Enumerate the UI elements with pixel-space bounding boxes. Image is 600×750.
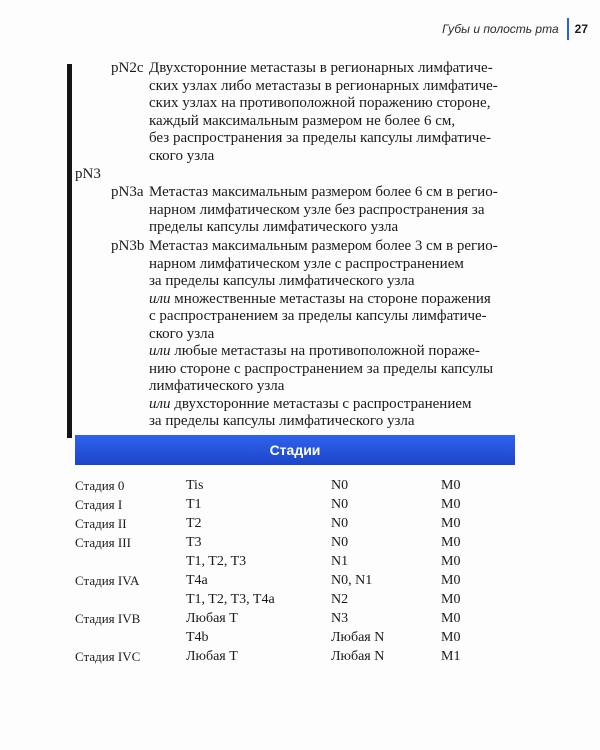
code-pN3b: pN3b	[111, 238, 145, 254]
description-pN3a	[149, 184, 519, 237]
stage-cell: Стадия IVB	[75, 611, 141, 626]
t-cell: T1, T2, T3	[186, 554, 247, 569]
table-row	[0, 516, 600, 535]
text-line: без распространения за пределы капсулы лимфатиче-	[149, 130, 491, 146]
stage-cell: Стадия III	[75, 535, 131, 550]
n-cell: N0	[331, 478, 349, 493]
description-pN3b	[149, 238, 519, 431]
text-line	[149, 291, 519, 309]
table-row	[0, 592, 600, 611]
t-cell: Любая T	[186, 649, 238, 664]
n-cell: N0	[331, 516, 349, 531]
table-row	[0, 649, 600, 668]
text-line: Метастаз максимальным размером более 6 см в регио-	[149, 184, 498, 200]
stage-cell: Стадия IVA	[75, 573, 140, 588]
table-row	[0, 573, 600, 592]
stage-cell: Стадия 0	[75, 478, 125, 493]
t-cell: Любая T	[186, 611, 238, 626]
n-cell: Любая N	[331, 649, 385, 664]
text-line: с распространением за пределы капсулы лимфатиче-	[149, 308, 487, 324]
text-line: лимфатического узла	[149, 378, 285, 394]
m-cell: M0	[441, 611, 461, 626]
stage-cell: Стадия IVC	[75, 649, 141, 664]
t-cell: T4a	[186, 573, 208, 588]
section-marker-bar	[67, 64, 72, 438]
text-line: нию стороне с распространением за пределы капсулы	[149, 360, 494, 377]
n-cell: N0, N1	[331, 573, 373, 588]
running-header	[442, 18, 600, 40]
or-word: или	[149, 290, 171, 307]
alt-text: множественные метастазы на стороне поражения	[170, 290, 491, 307]
description-pN2c	[149, 60, 519, 165]
text-line: ских узлах либо метастазы в регионарных лимфатиче-	[149, 77, 498, 94]
m-cell: M1	[441, 649, 461, 664]
text-line: каждый максимальным размером не более 6 см,	[149, 112, 456, 129]
text-line: ского узла	[149, 147, 215, 164]
alt-text: двухсторонние метастазы с распространением	[170, 395, 472, 412]
text-line: за пределы капсулы лимфатического узла	[149, 413, 415, 429]
text-line: ского узла	[149, 325, 215, 342]
m-cell: M0	[441, 497, 461, 512]
m-cell: M0	[441, 535, 461, 550]
or-word: или	[149, 343, 171, 359]
n-cell: N1	[331, 554, 349, 569]
m-cell: M0	[441, 630, 461, 645]
text-line: за пределы капсулы лимфатического узла	[149, 273, 415, 289]
code-pN3: pN3	[75, 166, 101, 182]
text-line: нарном лимфатическом узле с распространением	[149, 255, 464, 272]
alt-text: любые метастазы на противоположной пораже-	[170, 343, 480, 359]
text-line: Метастаз максимальным размером более 3 см в регио-	[149, 238, 498, 254]
t-cell: T4b	[186, 630, 209, 645]
t-cell: Tis	[186, 478, 204, 493]
stages-title: Стадии	[269, 442, 321, 458]
text-line: Двухсторонние метастазы в регионарных лимфатиче-	[149, 60, 493, 76]
t-cell: T1	[186, 497, 202, 512]
m-cell: M0	[441, 478, 461, 493]
t-cell: T3	[186, 535, 202, 550]
t-cell: T1, T2, T3, T4a	[186, 592, 275, 607]
stage-cell: Стадия II	[75, 516, 127, 531]
m-cell: M0	[441, 573, 461, 588]
table-row	[0, 630, 600, 649]
m-cell: M0	[441, 554, 461, 569]
n-cell: Любая N	[331, 630, 385, 645]
code-pN3a: pN3a	[111, 184, 144, 200]
m-cell: M0	[441, 516, 461, 531]
text-line	[149, 343, 519, 361]
n-cell: N2	[331, 592, 349, 607]
table-row	[0, 478, 600, 497]
or-word: или	[149, 395, 171, 412]
n-cell: N3	[331, 611, 349, 626]
table-row	[0, 535, 600, 554]
table-row	[0, 554, 600, 573]
text-line: ских узлах на противоположной поражению стороне,	[149, 95, 491, 111]
page-number: 27	[574, 22, 588, 36]
text-line	[149, 396, 519, 414]
m-cell: M0	[441, 592, 461, 607]
code-pN2c: pN2c	[111, 60, 144, 76]
table-row	[0, 497, 600, 516]
table-row	[0, 611, 600, 630]
text-line: нарном лимфатическом узле без распространения за	[149, 201, 485, 218]
n-cell: N0	[331, 535, 349, 550]
stage-cell: Стадия I	[75, 497, 123, 512]
n-cell: N0	[331, 497, 349, 512]
stages-header-band	[75, 435, 515, 465]
text-line: пределы капсулы лимфатического узла	[149, 219, 399, 235]
chapter-title: Губы и полость рта	[442, 22, 559, 36]
t-cell: T2	[186, 516, 202, 531]
